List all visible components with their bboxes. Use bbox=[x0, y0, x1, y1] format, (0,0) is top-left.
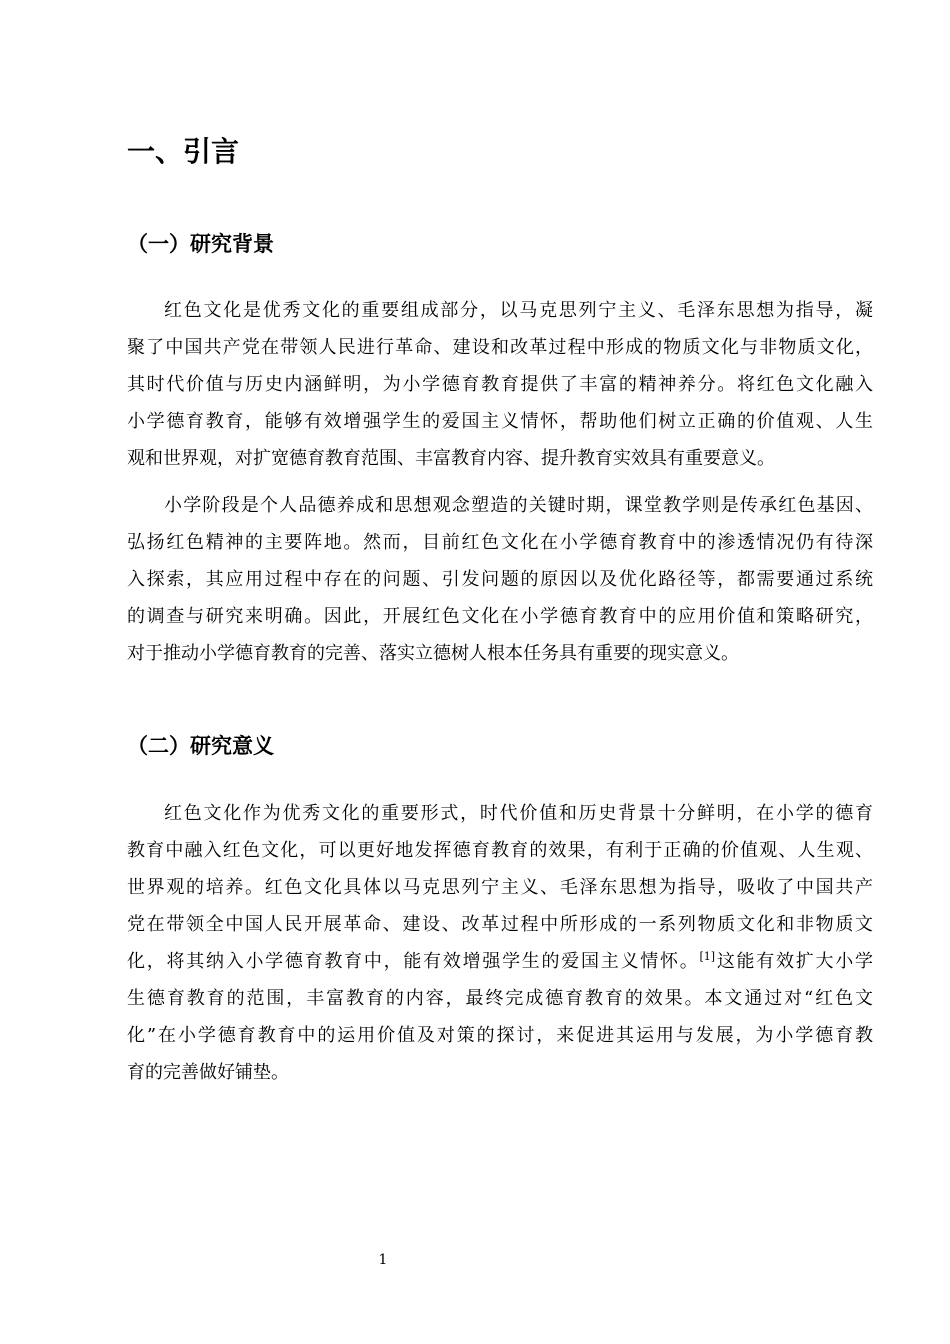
text-line-with-citation bbox=[127, 943, 873, 980]
text-line: 对于推动小学德育教育的完善、落实立德树人根本任务具有重要的现实意义。 bbox=[127, 643, 739, 664]
subsection-title-significance: （二）研究意义 bbox=[127, 734, 274, 758]
text-line: 弘扬红色精神的主要阵地。然而，目前红色文化在小学德育教育中的渗透情况仍有待深 bbox=[127, 532, 873, 553]
text-line: 的调查与研究来明确。因此，开展红色文化在小学德育教育中的应用价值和策略研究， bbox=[127, 606, 873, 627]
text-line: 党在带领全中国人民开展革命、建设、改革过程中所形成的一系列物质文化和非物质文 bbox=[127, 914, 873, 935]
text-line: 小学德育教育，能够有效增强学生的爱国主义情怀，帮助他们树立正确的价值观、人生 bbox=[127, 411, 873, 432]
text-line: 观和世界观，对扩宽德育教育范围、丰富教育内容、提升教育实效具有重要意义。 bbox=[127, 448, 775, 469]
subsection-title-background: （一）研究背景 bbox=[127, 232, 274, 256]
text-segment: 这能有效扩大小学 bbox=[715, 951, 874, 972]
text-line: 红色文化是优秀文化的重要组成部分，以马克思列宁主义、毛泽东思想为指导，凝 bbox=[164, 300, 873, 321]
paragraph-background-1 bbox=[127, 292, 873, 477]
text-line: 育的完善做好铺垫。 bbox=[127, 1062, 289, 1083]
text-line: 红色文化作为优秀文化的重要形式，时代价值和历史背景十分鲜明，在小学的德育 bbox=[164, 803, 873, 824]
text-line: 入探索，其应用过程中存在的问题、引发问题的原因以及优化路径等，都需要通过系统 bbox=[127, 569, 873, 590]
text-line: 化”在小学德育教育中的运用价值及对策的探讨，来促进其运用与发展，为小学德育教 bbox=[127, 1025, 873, 1046]
paragraph-significance-1 bbox=[127, 795, 873, 1091]
text-line: 教育中融入红色文化，可以更好地发挥德育教育的效果，有利于正确的价值观、人生观、 bbox=[127, 840, 873, 861]
text-line: 小学阶段是个人品德养成和思想观念塑造的关键时期，课堂教学则是传承红色基因、 bbox=[164, 495, 873, 516]
paragraph-background-2 bbox=[127, 487, 873, 672]
page-number: 1 bbox=[378, 1252, 388, 1268]
text-segment: 化，将其纳入小学德育教育中，能有效增强学生的爱国主义情怀。 bbox=[127, 951, 700, 972]
text-line: 其时代价值与历史内涵鲜明，为小学德育教育提供了丰富的精神养分。将红色文化融入 bbox=[127, 374, 873, 395]
text-line: 世界观的培养。红色文化具体以马克思列宁主义、毛泽东思想为指导，吸收了中国共产 bbox=[127, 877, 873, 898]
text-line: 聚了中国共产党在带领人民进行革命、建设和改革过程中形成的物质文化与非物质文化， bbox=[127, 337, 873, 358]
section-title: 一、引言 bbox=[127, 135, 240, 168]
text-line: 生德育教育的范围，丰富教育的内容，最终完成德育教育的效果。本文通过对“红色文 bbox=[127, 988, 873, 1009]
citation-marker[interactable]: [1] bbox=[699, 950, 716, 963]
